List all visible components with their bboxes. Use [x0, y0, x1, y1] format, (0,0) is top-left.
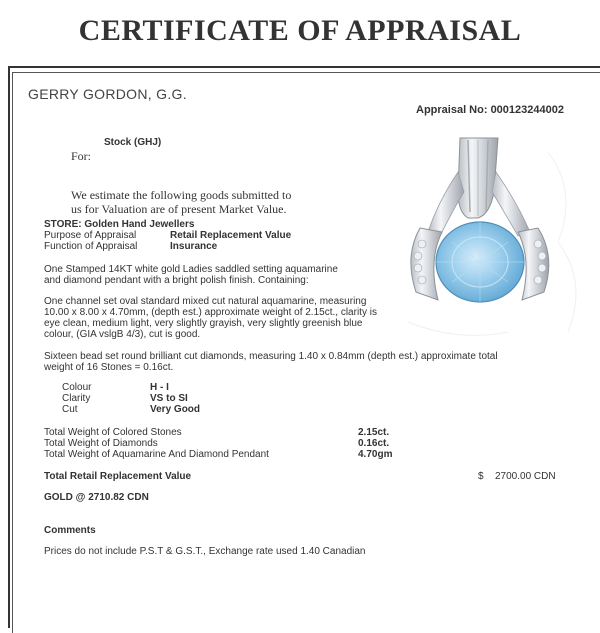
grade-label-colour: Colour: [62, 382, 92, 393]
for-value: Stock (GHJ): [104, 137, 162, 148]
function-label: Function of Appraisal: [44, 241, 138, 252]
currency-symbol: $: [478, 471, 484, 482]
pendant-bail: [428, 138, 530, 236]
appraisal-number: Appraisal No: 000123244002: [416, 104, 564, 116]
pendant-photo: [398, 132, 598, 362]
grade-label-cut: Cut: [62, 404, 78, 415]
intro-line-1: We estimate the following goods submitted to: [71, 188, 292, 202]
function-value: Insurance: [170, 241, 218, 252]
total-label-diamonds: Total Weight of Diamonds: [44, 438, 158, 449]
appraiser-name: GERRY GORDON, G.G.: [28, 86, 187, 102]
description-diamonds: Sixteen bead set round brilliant cut diamonds, measuring 1.40 x 0.84mm (depth est.) approximate total weight of 16 Stones = 0.16ct.: [44, 351, 498, 373]
total-value-diamonds: 0.16ct.: [358, 438, 390, 449]
purpose-label: Purpose of Appraisal: [44, 230, 137, 241]
aquamarine-stone: [436, 222, 524, 302]
certificate-title: CERTIFICATE OF APPRAISAL: [78, 14, 522, 47]
total-value-pendant: 4.70gm: [358, 449, 393, 460]
gold-price: GOLD @ 2710.82 CDN: [44, 492, 149, 503]
total-retail-label: Total Retail Replacement Value: [44, 471, 192, 482]
grade-value-colour: H - I: [150, 382, 169, 393]
store-name: STORE: Golden Hand Jewellers: [44, 219, 195, 230]
intro-line-2: us for Valuation are of present Market Value.: [71, 202, 287, 216]
total-label-colored-stones: Total Weight of Colored Stones: [44, 427, 182, 438]
total-label-pendant: Total Weight of Aquamarine And Diamond Pendant: [44, 449, 269, 460]
comments-text: Prices do not include P.S.T & G.S.T., Exchange rate used 1.40 Canadian: [44, 546, 366, 557]
grade-label-clarity: Clarity: [62, 393, 91, 404]
grade-value-clarity: VS to SI: [150, 393, 188, 404]
for-label: For:: [71, 149, 92, 163]
purpose-value: Retail Replacement Value: [170, 230, 292, 241]
description-setting: One Stamped 14KT white gold Ladies saddled setting aquamarine and diamond pendant with a bright polish finish. Containing:: [44, 264, 338, 286]
total-retail-value: 2700.00 CDN: [495, 471, 556, 482]
description-aquamarine: One channel set oval standard mixed cut natural aquamarine, measuring 10.00 x 8.00 x 4.70mm, (depth est.) approximate weight of 2.15ct., clarity is eye clean, medium light, very slightly grayish, very slightly greenish blue colour, (GIA vslgB 4/3), cut is good.: [44, 296, 377, 340]
total-value-colored-stones: 2.15ct.: [358, 427, 390, 438]
comments-label: Comments: [44, 525, 96, 536]
grade-value-cut: Very Good: [150, 404, 201, 415]
